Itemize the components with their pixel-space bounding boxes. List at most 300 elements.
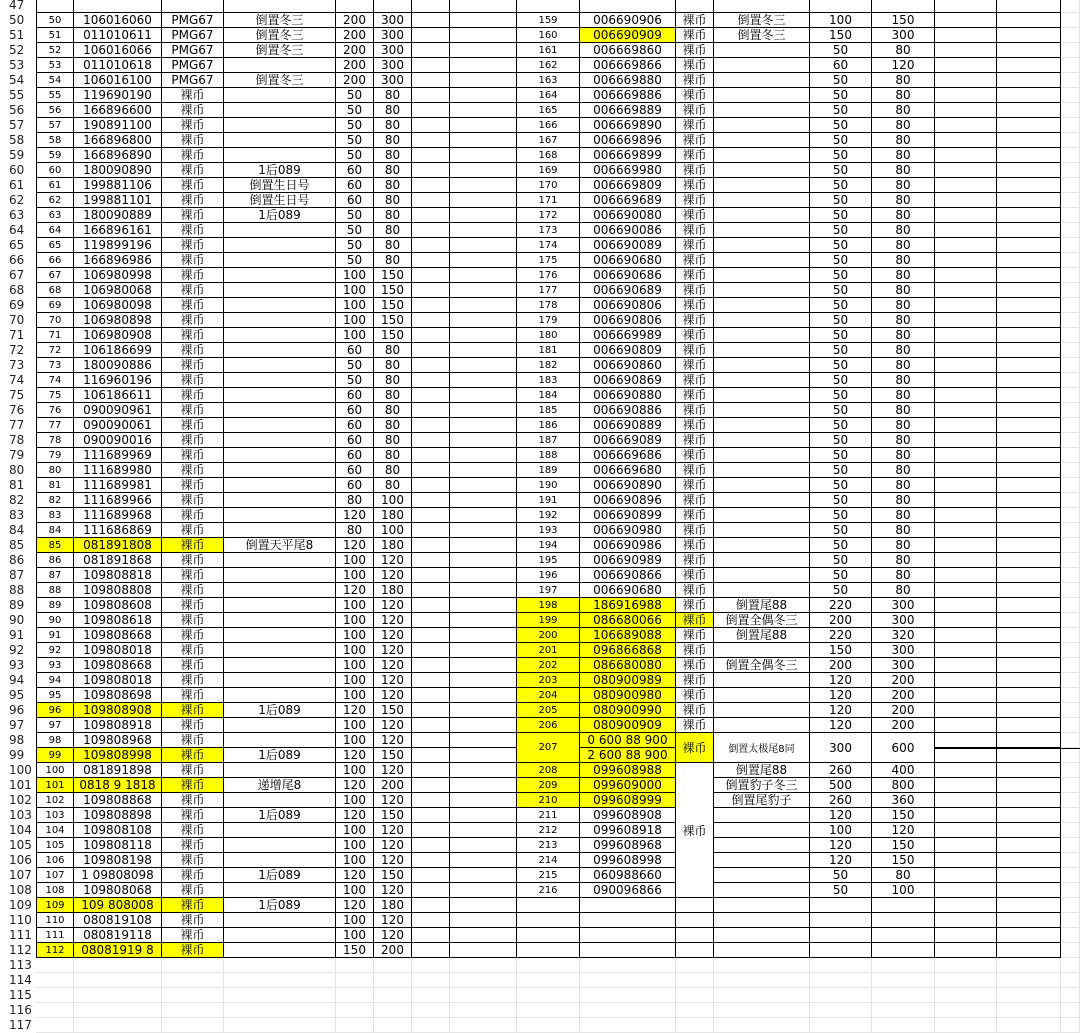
right-cell[interactable]: [714, 313, 810, 328]
left-cell[interactable]: 109808818: [74, 568, 162, 583]
empty-cell[interactable]: [450, 853, 517, 868]
left-cell[interactable]: [224, 343, 336, 358]
empty-cell[interactable]: [450, 1003, 517, 1018]
left-cell[interactable]: 105: [36, 838, 74, 853]
right-cell[interactable]: 80: [872, 448, 935, 463]
empty-cell[interactable]: [1061, 703, 1080, 718]
right-cell[interactable]: 189: [517, 463, 580, 478]
left-cell[interactable]: 200: [374, 943, 412, 958]
right-cell[interactable]: 006669866: [580, 58, 676, 73]
left-cell[interactable]: 100: [336, 793, 374, 808]
left-cell[interactable]: 100: [336, 268, 374, 283]
left-cell[interactable]: 08081919 8: [74, 943, 162, 958]
right-cell[interactable]: 裸币: [676, 433, 714, 448]
empty-cell[interactable]: [412, 733, 450, 748]
left-cell[interactable]: 120: [374, 928, 412, 943]
empty-cell[interactable]: [1061, 88, 1080, 103]
empty-cell[interactable]: [450, 943, 517, 958]
empty-cell[interactable]: [997, 808, 1061, 823]
right-cell[interactable]: 裸币: [676, 523, 714, 538]
right-cell[interactable]: 006669890: [580, 118, 676, 133]
left-cell[interactable]: 120: [336, 583, 374, 598]
empty-cell[interactable]: [997, 613, 1061, 628]
left-cell[interactable]: [224, 253, 336, 268]
empty-cell[interactable]: [450, 343, 517, 358]
empty-cell[interactable]: [997, 928, 1061, 943]
right-cell[interactable]: 裸币: [676, 298, 714, 313]
empty-cell[interactable]: [997, 193, 1061, 208]
right-cell[interactable]: 006669989: [580, 328, 676, 343]
left-cell[interactable]: 081891898: [74, 763, 162, 778]
empty-cell[interactable]: [935, 418, 997, 433]
right-cell[interactable]: [517, 1018, 580, 1033]
left-cell[interactable]: [224, 478, 336, 493]
left-cell[interactable]: 裸币: [162, 568, 224, 583]
empty-cell[interactable]: [997, 373, 1061, 388]
empty-cell[interactable]: [935, 733, 997, 748]
right-cell[interactable]: 50: [810, 388, 872, 403]
empty-cell[interactable]: [997, 763, 1061, 778]
left-cell[interactable]: 100: [336, 553, 374, 568]
left-cell[interactable]: 120: [374, 838, 412, 853]
row-header[interactable]: 82: [0, 493, 36, 508]
right-cell[interactable]: 120: [872, 58, 935, 73]
left-cell[interactable]: 1 09808098: [74, 868, 162, 883]
left-cell[interactable]: 倒置冬三: [224, 43, 336, 58]
left-cell[interactable]: [224, 103, 336, 118]
right-cell[interactable]: [872, 928, 935, 943]
right-cell[interactable]: 50: [810, 448, 872, 463]
right-cell[interactable]: 006669680: [580, 463, 676, 478]
right-cell[interactable]: 159: [517, 13, 580, 28]
right-cell[interactable]: [580, 0, 676, 13]
left-cell[interactable]: 60: [336, 343, 374, 358]
right-cell[interactable]: 178: [517, 298, 580, 313]
empty-cell[interactable]: [412, 508, 450, 523]
right-cell[interactable]: 300: [872, 658, 935, 673]
right-cell[interactable]: 185: [517, 403, 580, 418]
left-cell[interactable]: 111689981: [74, 478, 162, 493]
empty-cell[interactable]: [1061, 343, 1080, 358]
empty-cell[interactable]: [997, 163, 1061, 178]
left-cell[interactable]: 011010611: [74, 28, 162, 43]
left-cell[interactable]: 100: [336, 913, 374, 928]
left-cell[interactable]: [224, 643, 336, 658]
left-cell[interactable]: 180: [374, 898, 412, 913]
left-cell[interactable]: [224, 118, 336, 133]
right-cell[interactable]: 208: [517, 763, 580, 778]
empty-cell[interactable]: [1061, 208, 1080, 223]
left-cell[interactable]: 111689969: [74, 448, 162, 463]
left-cell[interactable]: 109808018: [74, 673, 162, 688]
right-cell[interactable]: [714, 343, 810, 358]
row-header[interactable]: 108: [0, 883, 36, 898]
empty-cell[interactable]: [450, 103, 517, 118]
left-cell[interactable]: 120: [336, 898, 374, 913]
empty-cell[interactable]: [997, 118, 1061, 133]
right-cell[interactable]: 169: [517, 163, 580, 178]
empty-cell[interactable]: [412, 973, 450, 988]
right-cell[interactable]: 倒置全偶冬三: [714, 658, 810, 673]
right-cell[interactable]: 裸币: [676, 598, 714, 613]
row-header[interactable]: 111: [0, 928, 36, 943]
right-cell[interactable]: 190: [517, 478, 580, 493]
empty-cell[interactable]: [997, 43, 1061, 58]
empty-cell[interactable]: [997, 103, 1061, 118]
left-cell[interactable]: 106: [36, 853, 74, 868]
right-cell[interactable]: 120: [810, 718, 872, 733]
empty-cell[interactable]: [412, 103, 450, 118]
right-cell[interactable]: 165: [517, 103, 580, 118]
left-cell[interactable]: 011010618: [74, 58, 162, 73]
empty-cell[interactable]: [1061, 253, 1080, 268]
empty-cell[interactable]: [1061, 958, 1080, 973]
empty-cell[interactable]: [1061, 883, 1080, 898]
right-cell[interactable]: [714, 538, 810, 553]
empty-cell[interactable]: [935, 343, 997, 358]
left-cell[interactable]: [374, 0, 412, 13]
right-cell[interactable]: [714, 328, 810, 343]
left-cell[interactable]: [224, 913, 336, 928]
right-cell[interactable]: 086680080: [580, 658, 676, 673]
empty-cell[interactable]: [450, 73, 517, 88]
right-cell[interactable]: [580, 973, 676, 988]
empty-cell[interactable]: [935, 508, 997, 523]
right-cell[interactable]: 80: [872, 298, 935, 313]
right-cell[interactable]: [580, 913, 676, 928]
left-cell[interactable]: 200: [336, 13, 374, 28]
empty-cell[interactable]: [450, 718, 517, 733]
empty-cell[interactable]: [935, 148, 997, 163]
right-cell[interactable]: 120: [810, 808, 872, 823]
right-cell[interactable]: 裸币: [676, 703, 714, 718]
right-cell[interactable]: 177: [517, 283, 580, 298]
empty-cell[interactable]: [935, 103, 997, 118]
left-cell[interactable]: 倒置生日号: [224, 193, 336, 208]
empty-cell[interactable]: [450, 223, 517, 238]
right-cell[interactable]: [714, 253, 810, 268]
right-cell[interactable]: 裸币: [676, 643, 714, 658]
empty-cell[interactable]: [1061, 1003, 1080, 1018]
left-cell[interactable]: 56: [36, 103, 74, 118]
right-cell[interactable]: [714, 1003, 810, 1018]
empty-cell[interactable]: [412, 178, 450, 193]
right-cell[interactable]: [810, 973, 872, 988]
left-cell[interactable]: 120: [374, 763, 412, 778]
left-cell[interactable]: 120: [374, 658, 412, 673]
right-cell[interactable]: 006669886: [580, 88, 676, 103]
right-cell[interactable]: [872, 1003, 935, 1018]
right-cell[interactable]: 006669899: [580, 148, 676, 163]
left-cell[interactable]: 120: [336, 748, 374, 763]
right-cell[interactable]: [810, 913, 872, 928]
right-cell[interactable]: [714, 853, 810, 868]
right-cell[interactable]: 120: [810, 703, 872, 718]
empty-cell[interactable]: [450, 358, 517, 373]
left-cell[interactable]: 111: [36, 928, 74, 943]
empty-cell[interactable]: [1061, 853, 1080, 868]
empty-cell[interactable]: [997, 733, 1061, 748]
right-cell[interactable]: [714, 928, 810, 943]
right-cell[interactable]: [714, 943, 810, 958]
left-cell[interactable]: 109808918: [74, 718, 162, 733]
empty-cell[interactable]: [412, 463, 450, 478]
empty-cell[interactable]: [1061, 13, 1080, 28]
empty-cell[interactable]: [1061, 448, 1080, 463]
right-cell[interactable]: 300: [872, 598, 935, 613]
right-cell[interactable]: [517, 0, 580, 13]
empty-cell[interactable]: [412, 568, 450, 583]
empty-cell[interactable]: [412, 373, 450, 388]
left-cell[interactable]: 80: [374, 373, 412, 388]
empty-cell[interactable]: [450, 418, 517, 433]
left-cell[interactable]: 1后089: [224, 163, 336, 178]
left-cell[interactable]: 89: [36, 598, 74, 613]
empty-cell[interactable]: [997, 973, 1061, 988]
left-cell[interactable]: 109808118: [74, 838, 162, 853]
left-cell[interactable]: 200: [374, 778, 412, 793]
empty-cell[interactable]: [935, 253, 997, 268]
empty-cell[interactable]: [412, 0, 450, 13]
empty-cell[interactable]: [450, 388, 517, 403]
left-cell[interactable]: 80: [374, 88, 412, 103]
empty-cell[interactable]: [997, 223, 1061, 238]
right-cell[interactable]: [517, 943, 580, 958]
left-cell[interactable]: 80: [374, 118, 412, 133]
right-cell[interactable]: [517, 988, 580, 1003]
right-cell[interactable]: 203: [517, 673, 580, 688]
empty-cell[interactable]: [935, 718, 997, 733]
left-cell[interactable]: [224, 388, 336, 403]
empty-cell[interactable]: [997, 478, 1061, 493]
right-cell[interactable]: 裸币: [676, 628, 714, 643]
right-cell[interactable]: [714, 838, 810, 853]
left-cell[interactable]: [224, 943, 336, 958]
left-cell[interactable]: [224, 238, 336, 253]
row-header[interactable]: 107: [0, 868, 36, 883]
row-header[interactable]: 65: [0, 238, 36, 253]
right-cell[interactable]: 2 600 88 900: [580, 748, 676, 763]
row-header[interactable]: 59: [0, 148, 36, 163]
empty-cell[interactable]: [412, 43, 450, 58]
right-cell[interactable]: [580, 958, 676, 973]
left-cell[interactable]: 88: [36, 583, 74, 598]
row-header[interactable]: 96: [0, 703, 36, 718]
right-cell[interactable]: 倒置冬三: [714, 13, 810, 28]
empty-cell[interactable]: [412, 778, 450, 793]
right-cell[interactable]: 裸币: [676, 13, 714, 28]
empty-cell[interactable]: [412, 598, 450, 613]
left-cell[interactable]: [336, 1003, 374, 1018]
right-cell[interactable]: 186: [517, 418, 580, 433]
left-cell[interactable]: 119690190: [74, 88, 162, 103]
right-cell[interactable]: 060988660: [580, 868, 676, 883]
right-cell[interactable]: 80: [872, 478, 935, 493]
left-cell[interactable]: 80: [374, 133, 412, 148]
empty-cell[interactable]: [997, 328, 1061, 343]
empty-cell[interactable]: [412, 748, 450, 763]
left-cell[interactable]: 180: [374, 583, 412, 598]
row-header[interactable]: 63: [0, 208, 36, 223]
right-cell[interactable]: 50: [810, 583, 872, 598]
right-cell[interactable]: [714, 703, 810, 718]
left-cell[interactable]: 60: [336, 403, 374, 418]
left-cell[interactable]: 109 808008: [74, 898, 162, 913]
row-header[interactable]: 50: [0, 13, 36, 28]
left-cell[interactable]: 120: [374, 913, 412, 928]
right-cell[interactable]: 183: [517, 373, 580, 388]
right-cell[interactable]: 倒置尾88: [714, 763, 810, 778]
empty-cell[interactable]: [450, 673, 517, 688]
empty-cell[interactable]: [450, 688, 517, 703]
empty-cell[interactable]: [1061, 598, 1080, 613]
left-cell[interactable]: 109808998: [74, 748, 162, 763]
empty-cell[interactable]: [1061, 118, 1080, 133]
left-cell[interactable]: [224, 403, 336, 418]
right-cell[interactable]: 倒置豹子冬三: [714, 778, 810, 793]
empty-cell[interactable]: [935, 118, 997, 133]
empty-cell[interactable]: [450, 283, 517, 298]
empty-cell[interactable]: [412, 313, 450, 328]
left-cell[interactable]: [224, 268, 336, 283]
right-cell[interactable]: 倒置尾88: [714, 628, 810, 643]
empty-cell[interactable]: [935, 808, 997, 823]
right-cell[interactable]: 080900980: [580, 688, 676, 703]
right-cell[interactable]: 197: [517, 583, 580, 598]
empty-cell[interactable]: [1061, 148, 1080, 163]
right-cell[interactable]: 50: [810, 403, 872, 418]
empty-cell[interactable]: [997, 238, 1061, 253]
empty-cell[interactable]: [997, 403, 1061, 418]
left-cell[interactable]: 180090889: [74, 208, 162, 223]
right-cell[interactable]: 215: [517, 868, 580, 883]
right-cell[interactable]: [714, 193, 810, 208]
right-cell[interactable]: 裸币: [676, 268, 714, 283]
left-cell[interactable]: 199881106: [74, 178, 162, 193]
left-cell[interactable]: 106980098: [74, 298, 162, 313]
left-cell[interactable]: [224, 58, 336, 73]
row-header[interactable]: 78: [0, 433, 36, 448]
right-cell[interactable]: 50: [810, 268, 872, 283]
left-cell[interactable]: 63: [36, 208, 74, 223]
right-cell[interactable]: 裸币: [676, 538, 714, 553]
right-cell[interactable]: 167: [517, 133, 580, 148]
left-cell[interactable]: 120: [336, 508, 374, 523]
right-cell[interactable]: 150: [810, 28, 872, 43]
left-cell[interactable]: 109808668: [74, 628, 162, 643]
right-cell[interactable]: [872, 973, 935, 988]
right-cell[interactable]: [517, 913, 580, 928]
left-cell[interactable]: 180090886: [74, 358, 162, 373]
merged-note-cell[interactable]: 倒置太极尾8同: [714, 733, 810, 763]
right-cell[interactable]: [714, 73, 810, 88]
right-cell[interactable]: 50: [810, 883, 872, 898]
left-cell[interactable]: [74, 988, 162, 1003]
left-cell[interactable]: [224, 928, 336, 943]
right-cell[interactable]: 099608999: [580, 793, 676, 808]
right-cell[interactable]: 080900989: [580, 673, 676, 688]
left-cell[interactable]: 裸币: [162, 913, 224, 928]
left-cell[interactable]: 80: [374, 418, 412, 433]
empty-cell[interactable]: [450, 328, 517, 343]
empty-cell[interactable]: [1061, 328, 1080, 343]
left-cell[interactable]: 裸币: [162, 133, 224, 148]
right-cell[interactable]: 195: [517, 553, 580, 568]
empty-cell[interactable]: [412, 448, 450, 463]
right-cell[interactable]: 211: [517, 808, 580, 823]
empty-cell[interactable]: [1061, 313, 1080, 328]
right-cell[interactable]: 裸币: [676, 118, 714, 133]
right-cell[interactable]: [872, 943, 935, 958]
row-header[interactable]: 79: [0, 448, 36, 463]
left-cell[interactable]: 104: [36, 823, 74, 838]
empty-cell[interactable]: [450, 658, 517, 673]
empty-cell[interactable]: [935, 583, 997, 598]
right-cell[interactable]: 50: [810, 43, 872, 58]
right-cell[interactable]: 150: [810, 643, 872, 658]
left-cell[interactable]: 裸币: [162, 388, 224, 403]
right-cell[interactable]: [714, 673, 810, 688]
row-header[interactable]: 75: [0, 388, 36, 403]
empty-cell[interactable]: [935, 748, 997, 763]
right-cell[interactable]: [580, 943, 676, 958]
right-cell[interactable]: 106689088: [580, 628, 676, 643]
right-cell[interactable]: [714, 508, 810, 523]
left-cell[interactable]: 111689980: [74, 463, 162, 478]
left-cell[interactable]: 109808968: [74, 733, 162, 748]
row-header[interactable]: 100: [0, 763, 36, 778]
empty-cell[interactable]: [935, 208, 997, 223]
right-cell[interactable]: 099608998: [580, 853, 676, 868]
row-header[interactable]: 113: [0, 958, 36, 973]
empty-cell[interactable]: [935, 73, 997, 88]
left-cell[interactable]: 81: [36, 478, 74, 493]
empty-cell[interactable]: [935, 763, 997, 778]
left-cell[interactable]: 109808898: [74, 808, 162, 823]
right-cell[interactable]: 172: [517, 208, 580, 223]
empty-cell[interactable]: [935, 163, 997, 178]
empty-cell[interactable]: [935, 628, 997, 643]
empty-cell[interactable]: [935, 133, 997, 148]
left-cell[interactable]: [36, 958, 74, 973]
left-cell[interactable]: PMG67: [162, 13, 224, 28]
left-cell[interactable]: 53: [36, 58, 74, 73]
empty-cell[interactable]: [1061, 823, 1080, 838]
row-header[interactable]: 103: [0, 808, 36, 823]
empty-cell[interactable]: [450, 913, 517, 928]
empty-cell[interactable]: [1061, 898, 1080, 913]
empty-cell[interactable]: [450, 523, 517, 538]
right-cell[interactable]: 186916988: [580, 598, 676, 613]
right-cell[interactable]: 200: [810, 613, 872, 628]
right-cell[interactable]: 50: [810, 193, 872, 208]
left-cell[interactable]: 107: [36, 868, 74, 883]
left-cell[interactable]: 95: [36, 688, 74, 703]
empty-cell[interactable]: [997, 913, 1061, 928]
empty-cell[interactable]: [450, 598, 517, 613]
empty-cell[interactable]: [1061, 238, 1080, 253]
left-cell[interactable]: 67: [36, 268, 74, 283]
right-cell[interactable]: 150: [872, 838, 935, 853]
left-cell[interactable]: 裸币: [162, 508, 224, 523]
right-cell[interactable]: [714, 523, 810, 538]
empty-cell[interactable]: [935, 838, 997, 853]
left-cell[interactable]: 80: [374, 178, 412, 193]
empty-cell[interactable]: [935, 973, 997, 988]
left-cell[interactable]: 150: [374, 868, 412, 883]
right-cell[interactable]: 006690680: [580, 583, 676, 598]
right-cell[interactable]: [714, 118, 810, 133]
